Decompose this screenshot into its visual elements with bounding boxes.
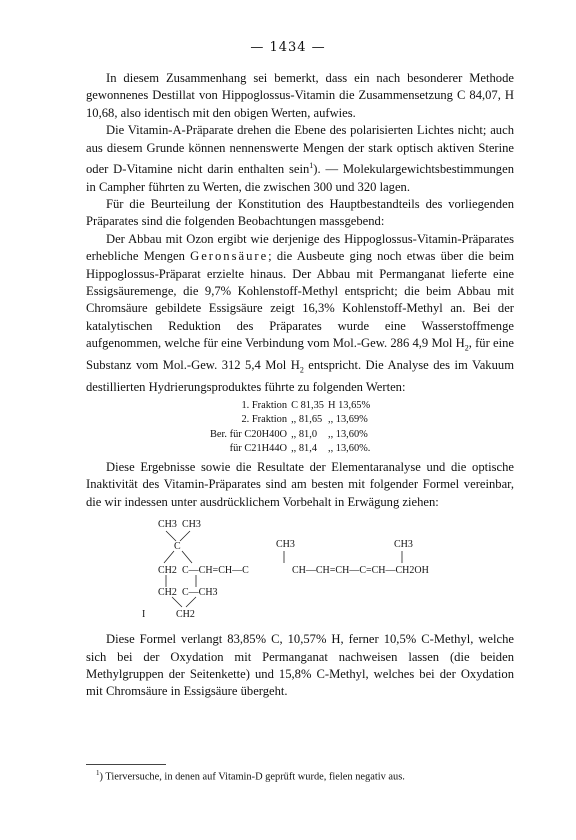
paragraph-5: Diese Ergebnisse sowie die Resultate der Elementaranalyse und die optische Inaktivität des Vitamin-Präparates sind am besten mit folgender Formel vereinbar, die wir indessen unter ausdrücklichem Vorbehalt in Erwägung ziehen: bbox=[86, 459, 514, 509]
footnote: $^1$) Tierversuche, in denen auf Vitamin-D geprüft wurde, fielen negativ aus. bbox=[96, 769, 405, 783]
table-cell: Ber. für C20H40O bbox=[210, 428, 288, 440]
page-number: — 1434 — bbox=[250, 40, 326, 55]
footnote-divider bbox=[86, 764, 166, 765]
formula-drawing bbox=[86, 517, 514, 623]
table-row bbox=[210, 413, 374, 428]
paragraph-1: In diesem Zusammenhang sei bemerkt, dass ein nach besonderer Methode gewonnenes Destillat von Hippoglossus-Vitamin die Zusammensetzung C 84,07, H 10,68, also identisch mit den obigen Werten, aufwies. bbox=[86, 71, 514, 120]
formula-atom: CH2 bbox=[176, 609, 195, 621]
table-cell: ,, 13,60%. bbox=[327, 443, 371, 455]
table-cell: ,, 13,69% bbox=[327, 414, 368, 426]
table-cell: 2. Fraktion bbox=[241, 414, 288, 426]
paragraph-4: Der Abbau mit Ozon ergibt wie derjenige des Hippoglossus-Vitamin-Präparates erhebliche Mengen Geronsäure; die Ausbeute ging noch etwas über die beim Hippoglossus-Präparat erzielte hinaus. Der Abbau mit Permanganat lieferte eine Essigsäuremenge, die 9,7% Kohlenstoff-Methyl entspricht; die beim Abbau mit Chromsäure gebildete Essigsäure zeigt 16,3% Kohlenstoff-Methyl an. Bei der katalytischen Reduktion des Präparates wurde eine Wasserstoffmenge aufgenommen, welche für eine Verbindung vom Mol.-Gew. 286 4,9 Mol $H_2$, für eine Substanz vom Mol.-Gew. 312 5,4 Mol $H_2$ entspricht. Die Analyse des im Vakuum destillierten Hydrierungsproduktes führte zu folgenden Werten: bbox=[86, 231, 515, 395]
geronsaeure-term: Geronsäure bbox=[190, 249, 269, 264]
table-cell: ,, 81,4 bbox=[291, 443, 318, 455]
table-cell: ,, 13,60% bbox=[327, 428, 368, 440]
paragraph-6: Diese Formel verlangt 83,85% C, 10,57% H, ferner 10,5% C-Methyl, welche sich bei der Oxydation mit Permanganat nachweisen lassen (die beiden Methylgruppen der Seitenkette) und 15,8% C-Methyl, welches bei der Oxydation mit Chromsäure in Essigsäure übergeht. bbox=[86, 632, 514, 699]
table-cell: ,, 81,0 bbox=[291, 428, 318, 440]
table-cell: 1. Fraktion bbox=[241, 399, 288, 411]
formula-atom: CH3 bbox=[276, 539, 295, 551]
formula-label: I bbox=[142, 609, 146, 621]
paragraph-3: Für die Beurteilung der Konstitution des Hauptbestandteils des vorliegenden Präparates sind die folgenden Beobachtungen massgebend: bbox=[86, 197, 514, 229]
structural-formula bbox=[86, 517, 514, 623]
table-cell: für C21H44O bbox=[229, 443, 288, 455]
formula-atom: CH3 bbox=[158, 519, 177, 531]
formula-atom: C bbox=[174, 541, 181, 553]
paragraph-2: Die Vitamin-A-Präparate drehen die Ebene des polarisierten Lichtes nicht; auch aus diesem Grunde können nennenswerte Mengen der stark optisch aktiven Sterine oder D-Vitamine nicht darin enthalten sein$^1$). — Molekulargewichtsbestimmungen in Campher führten zu Werten, die zwischen 300 und 320 lagen. bbox=[86, 123, 514, 194]
table-cell: ,, 81,65 bbox=[291, 414, 323, 426]
formula-atom: CH2 bbox=[158, 565, 177, 577]
table-row bbox=[210, 399, 374, 414]
formula-atom: CH3 bbox=[182, 519, 201, 531]
formula-atom: CH3 bbox=[394, 539, 413, 551]
table-row bbox=[210, 428, 374, 443]
body-text bbox=[86, 70, 514, 701]
table-cell: H 13,65% bbox=[327, 399, 371, 411]
formula-atom: CH—CH=CH—C=CH—CH2OH bbox=[292, 565, 429, 577]
formula-atom: C—CH=CH—C bbox=[182, 565, 249, 577]
formula-atom: CH2 bbox=[158, 587, 177, 599]
footnote-ref: 1 bbox=[309, 161, 314, 171]
analysis-table bbox=[210, 399, 374, 457]
formula-atom: C—CH3 bbox=[182, 587, 218, 599]
table-cell: C 81,35 bbox=[291, 399, 324, 411]
table-row bbox=[210, 442, 374, 457]
